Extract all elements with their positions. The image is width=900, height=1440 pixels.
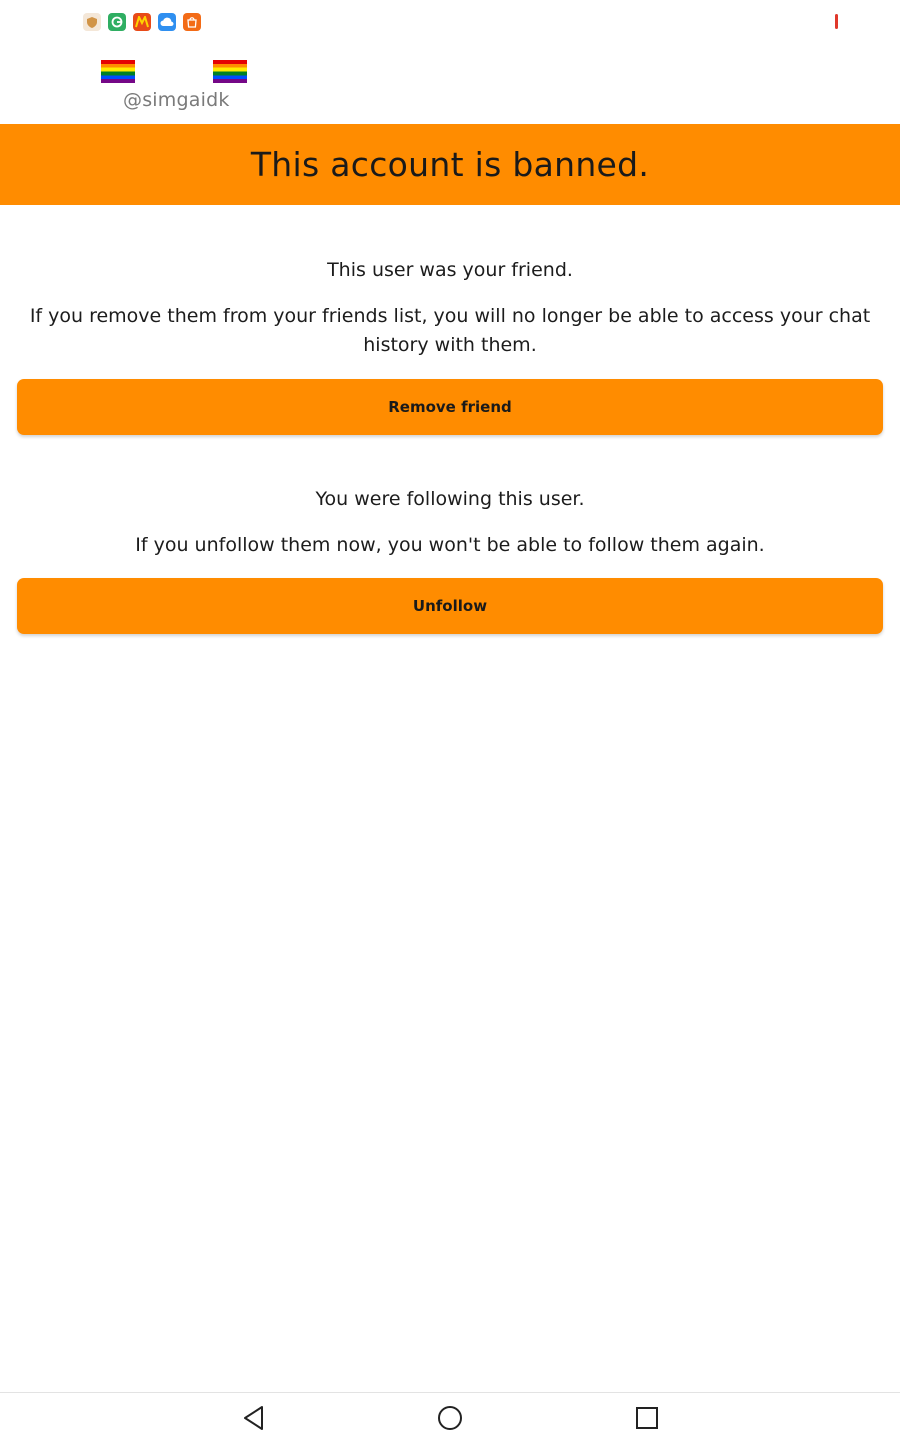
rainbow-flag-icon: [101, 60, 135, 83]
shield-icon: [83, 13, 101, 31]
follow-heading: You were following this user.: [315, 488, 585, 510]
battery-indicator: [835, 14, 838, 29]
cloud-icon: [158, 13, 176, 31]
status-bar: [0, 0, 900, 44]
follow-description: If you unfollow them now, you won't be able to follow them again.: [135, 534, 765, 556]
rainbow-flag-icon: [213, 60, 247, 83]
friend-description: If you remove them from your friends list, you will no longer be able to access your chat history with them.: [29, 305, 871, 356]
navigation-bar: [0, 1392, 900, 1440]
follow-section: [17, 485, 883, 634]
shopping-icon: [183, 13, 201, 31]
m-app-icon: [133, 13, 151, 31]
friend-section: [17, 256, 883, 435]
grammarly-icon: [108, 13, 126, 31]
back-icon[interactable]: [239, 1403, 269, 1433]
remove-friend-button[interactable]: Remove friend: [17, 379, 883, 435]
notification-icons: [83, 13, 201, 31]
home-icon[interactable]: [435, 1403, 465, 1433]
username: @simgaidk: [123, 89, 230, 111]
banned-title: This account is banned.: [250, 145, 650, 184]
recents-icon[interactable]: [632, 1403, 662, 1433]
friend-heading: This user was your friend.: [327, 259, 573, 281]
banned-banner: [0, 124, 900, 205]
unfollow-button[interactable]: Unfollow: [17, 578, 883, 634]
